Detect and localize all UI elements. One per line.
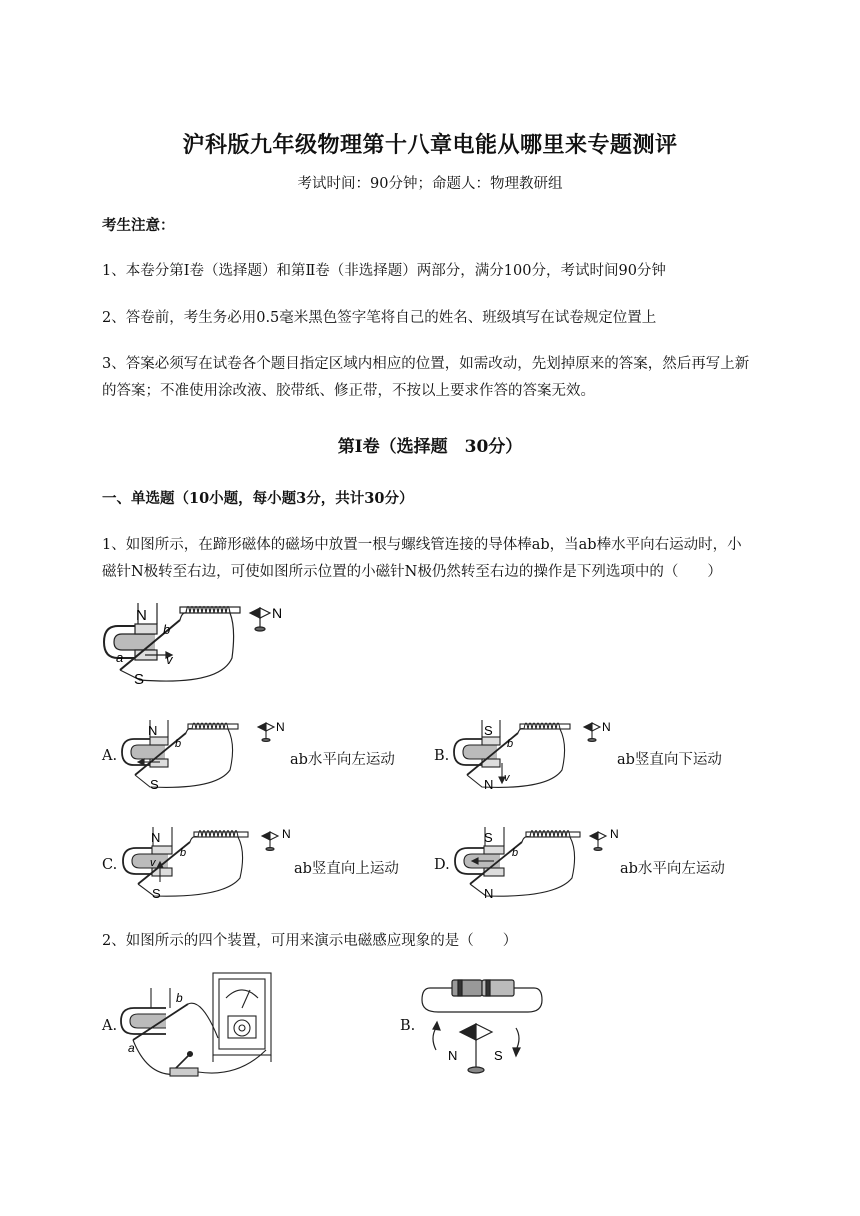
notice-item-3: 3、答案必须写在试卷各个题目指定区域内相应的位置，如需改动，先划掉原来的答案，然后再写上新 (102, 356, 750, 372)
q2-a-a: a (128, 1041, 135, 1055)
notice-item-1: 1、本卷分第Ⅰ卷（选择题）和第Ⅱ卷（非选择题）两部分，满分100分，考试时间90分钟 (102, 263, 666, 279)
option-a-letter: A. (102, 748, 118, 764)
opt-b-needle-n: N (602, 720, 611, 734)
needle-n-label: N (272, 605, 283, 621)
question-2-line-1: 2、如图所示的四个装置，可用来演示电磁感应现象的是（ ） (102, 933, 518, 949)
opt-b-n: N (484, 777, 494, 792)
opt-a-n: N (148, 723, 158, 738)
q2-option-a-figure (118, 968, 283, 1083)
notice-heading: 考生注意： (102, 217, 175, 234)
q2-b-needle-s: S (494, 1048, 503, 1063)
opt-d-needle-n: N (610, 827, 619, 841)
part-heading: 一、单选题（10小题，每小题3分，共计30分） (102, 490, 414, 507)
notice-item-2: 2、答卷前，考生务必用0.5毫米黑色签字笔将自己的姓名、班级填写在试卷规定位置上 (102, 310, 657, 326)
rod-b-label: b (163, 622, 171, 637)
opt-a-s: S (150, 777, 159, 792)
magnet-n-label: N (136, 607, 147, 624)
option-b-letter: B. (434, 748, 450, 764)
opt-a-b: b (175, 738, 182, 750)
q2-b-needle-n: N (448, 1048, 458, 1063)
opt-b-v: v (504, 772, 510, 784)
option-b-text: ab竖直向下运动 (617, 752, 722, 768)
opt-c-needle-n: N (282, 827, 291, 841)
option-c-letter: C. (102, 857, 118, 873)
option-b-figure (452, 715, 622, 795)
section-title: 第Ⅰ卷（选择题 30分） (337, 437, 523, 457)
question-1-figure (100, 598, 300, 693)
q2-option-b-figure (418, 972, 553, 1082)
opt-c-n: N (151, 830, 161, 845)
q2-a-b: b (176, 991, 183, 1005)
option-d-text: ab水平向左运动 (620, 861, 725, 877)
option-a-figure (120, 715, 290, 795)
magnet-s-label: S (134, 671, 145, 688)
opt-c-s: S (152, 886, 161, 901)
option-d-figure (452, 822, 627, 902)
question-1-line-2: 磁针N极转至右边，可使如图所示位置的小磁针N极仍然转至右边的操作是下列选项中的（ ） (102, 564, 722, 580)
opt-a-needle-n: N (276, 720, 285, 734)
opt-d-s: S (484, 830, 493, 845)
q2-option-b-letter: B. (400, 1018, 416, 1034)
question-1-line-1: 1、如图所示，在蹄形磁体的磁场中放置一根与螺线管连接的导体棒ab，当ab棒水平向右运动时，小 (102, 537, 742, 553)
option-a-text: ab水平向左运动 (290, 752, 395, 768)
opt-c-b: b (180, 847, 187, 859)
opt-c-v: v (150, 857, 156, 869)
notice-item-3-cont: 的答案；不准使用涂改液、胶带纸、修正带，不按以上要求作答的答案无效。 (102, 383, 595, 399)
velocity-label: v (166, 652, 173, 667)
opt-d-b: b (512, 847, 519, 859)
rod-a-label: a (116, 650, 124, 665)
opt-b-b: b (507, 738, 514, 750)
option-c-figure (120, 822, 300, 902)
option-d-letter: D. (434, 857, 450, 873)
opt-d-n: N (484, 886, 494, 901)
exam-info: 考试时间：90分钟；命题人：物理教研组 (297, 176, 563, 192)
q2-option-a-letter: A. (102, 1018, 118, 1034)
option-c-text: ab竖直向上运动 (294, 861, 399, 877)
page-title: 沪科版九年级物理第十八章电能从哪里来专题测评 (182, 132, 678, 158)
opt-b-s: S (484, 723, 493, 738)
